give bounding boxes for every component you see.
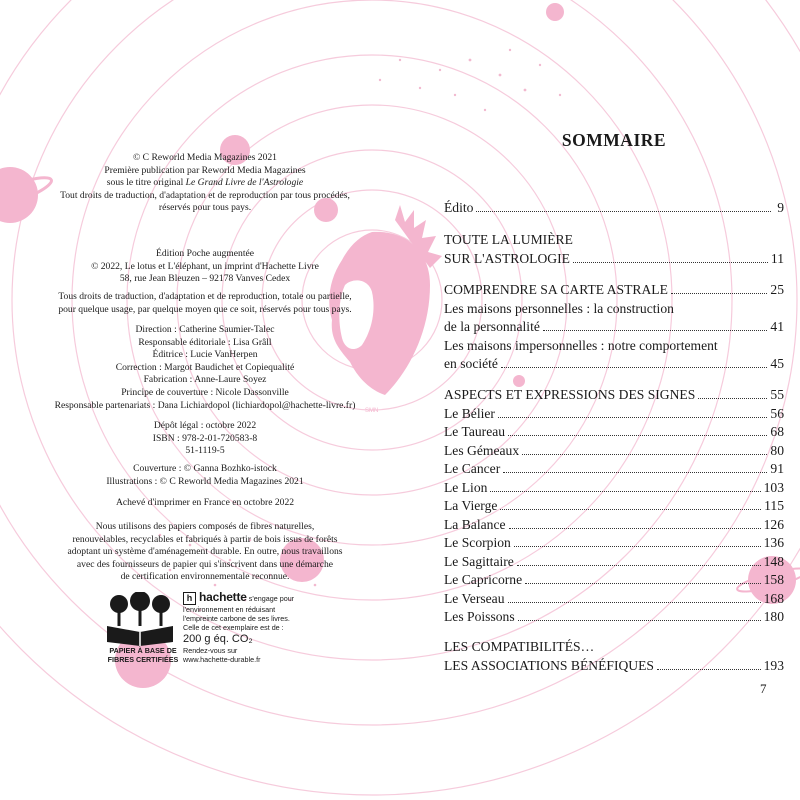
toc-sign-row: Les Poissons 180 (444, 609, 784, 624)
imprint-printed (40, 497, 370, 510)
rights-line-1: Tous droits de traduction, d'adaptation et de reproduction, totale ou partielle, (58, 291, 352, 302)
eco-certification-block (103, 592, 333, 672)
imprint-rights-line-2: réservés pour tous pays. (158, 202, 252, 214)
illustrator-signature: SMN (365, 408, 379, 414)
paper-line-5: de certification environnementale reconnue. (120, 571, 290, 583)
legal-deposit: Dépôt légal : octobre 2022 (153, 420, 257, 431)
rights-line-2: pour quelque usage, par quelque moyen que ce soit, réservés pour tous pays. (58, 303, 352, 315)
hachette-durable-url: www.hachette-durable.fr (183, 654, 261, 664)
paper-line-1: Nous utilisons des papiers composés de fibres naturelles, (95, 521, 315, 532)
toc-sign-row: Le Verseau 168 (444, 590, 784, 606)
imprint-credits (20, 324, 390, 412)
cover-credit: Couverture : © Ganna Bozhko-istock (133, 463, 277, 474)
certified-fibres-caption: PAPIER À BASE DE FIBRES CERTIFIÉES (107, 646, 179, 664)
toc-entry-lumiere: TOUTE LA LUMIÈRE SUR L'ASTROLOGIE 11 (444, 232, 784, 266)
edition-line: Édition Poche augmentée (155, 248, 255, 259)
credit-cover-principle: Principe de couverture : Nicole Dassonville (121, 386, 289, 398)
imprint-rights-line-1: Tout droits de traduction, d'adaptation et de reproduction par tous procédés, (60, 189, 350, 201)
isbn: ISBN : 978-2-01-720583-8 (152, 432, 258, 444)
page-number: 7 (760, 681, 767, 696)
carbon-footprint-value: 200 g éq. CO₂ (183, 632, 253, 645)
toc-sign-row: La Balance 126 (444, 516, 784, 532)
hachette-brand: hachette (199, 590, 247, 604)
imprint-paper-notice (30, 521, 380, 584)
toc-sign-row: Le Sagittaire 148 (444, 553, 784, 569)
imprint-cover-credits (40, 463, 370, 488)
paper-line-4: avec des fournisseurs de papier qui s'inscrivent dans une démarche (76, 558, 334, 570)
toc-sign-row: Le Capricorne 158 (444, 572, 784, 587)
toc-sign-row: La Vierge 115 (444, 498, 784, 513)
toc-sign-row: Le Taureau 68 (444, 424, 784, 439)
toc-title: SOMMAIRE (561, 130, 667, 150)
toc-entry-edito: Édito 9 (444, 200, 784, 215)
reference-number: 51-1119-5 (185, 445, 225, 457)
imprint-first-publication: Première publication par Reworld Media Magazines (104, 164, 306, 176)
toc-sign-row: Les Gémeaux 80 (444, 442, 784, 458)
publisher-line: © 2022, Le lotus et L'éléphant, un imprint d'Hachette Livre (91, 260, 319, 272)
credit-editor: Éditrice : Lucie VanHerpen (152, 349, 258, 361)
toc-entry-carte-astrale: COMPRENDRE SA CARTE ASTRALE 25 Les maisons personnelles : la construction de la personnalité 41 Les maisons impersonnelles : notre comportement en société 45 (444, 282, 784, 371)
credit-fabrication: Fabrication : Anne-Laure Soyez (143, 374, 267, 386)
credit-direction: Direction : Catherine Saumier-Talec (135, 324, 275, 335)
credit-editorial: Responsable éditoriale : Lisa Grâll (138, 336, 272, 348)
toc-sign-row: Le Cancer 91 (444, 461, 784, 476)
toc-sign-row: Le Scorpion 136 (444, 535, 784, 550)
address-line: 58, rue Jean Bleuzen – 92178 Vanves Cedex (119, 273, 291, 285)
credit-correction: Correction : Margot Baudichet et Copiequalité (115, 361, 295, 373)
imprint-block-3 (20, 291, 390, 316)
printed-in-france: Achevé d'imprimer en France en octobre 2022 (115, 497, 295, 508)
paper-line-3: adoptant un système d'aménagement durable. En outre, nous travaillons (67, 546, 343, 558)
toc-sign-row: Le Bélier 56 (444, 405, 784, 421)
certified-fibres-tree-icon (103, 592, 177, 646)
credit-partnerships: Responsable partenariats : Dana Lichiardopol (lichiardopol@hachette-livre.fr) (54, 399, 356, 411)
paper-line-2: renouvelables, recyclables et fabriqués à partir de bois issus de forêts (72, 533, 338, 545)
planet-top-right (546, 3, 564, 21)
toc-entry-signes: ASPECTS ET EXPRESSIONS DES SIGNES 55 Le Bélier 56 Le Taureau 68 Les Gémeaux 80 Le Cancer 91 Le Lion 103 La Vierge 115 La Balance 126 Le Scorpion 136 Le Sagittaire 148 Le Capricorne 158 Le Verseau 168 Les Poissons 180 (444, 386, 784, 627)
imprint-block-1 (40, 152, 370, 215)
original-title-italic: Le Grand Livre de l'Astrologie (185, 177, 304, 189)
hachette-logo-icon: h (183, 592, 196, 605)
imprint-block-2 (40, 248, 370, 286)
imprint-legal (40, 420, 370, 458)
imprint-original-title: sous le titre original Le Grand Livre de l'Astrologie (106, 177, 304, 189)
illustrations-credit: Illustrations : © C Reworld Media Magazines 2021 (106, 475, 304, 487)
hachette-carbon-notice: h hachette s'engage pour l'environnement en réduisant l'empreinte carbone de ses livres. Celle de cet exemplaire est de : 200 g éq. CO₂ Rendez-vous sur www.hachette-durable.fr (183, 592, 333, 664)
toc-entry-compatibilites: LES COMPATIBILITÉS… LES ASSOCIATIONS BÉNÉFIQUES 193 (444, 639, 784, 673)
toc-sign-row: Le Lion 103 (444, 479, 784, 495)
imprint-copyright: © C Reworld Media Magazines 2021 (133, 152, 277, 163)
